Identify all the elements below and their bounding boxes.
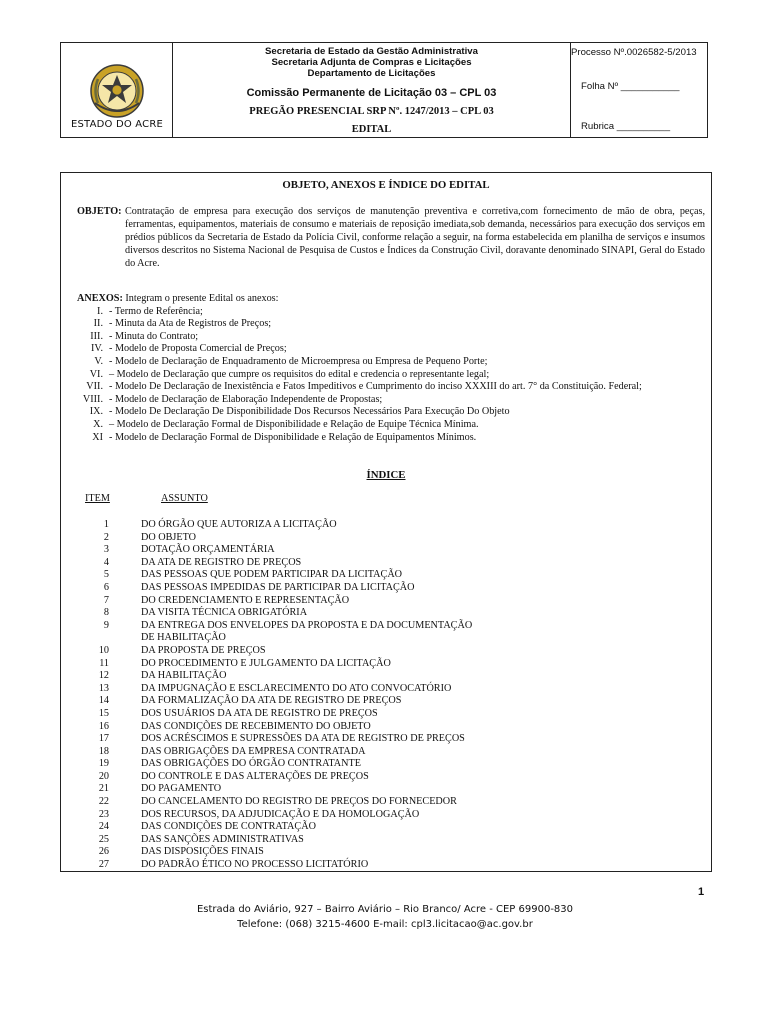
annex-item <box>77 331 705 344</box>
annex-text: - Modelo de Declaração de Elaboração Independente de Propostas; <box>109 393 383 405</box>
coat-of-arms-icon <box>89 63 145 119</box>
index-item <box>81 695 701 708</box>
index-item <box>81 620 701 633</box>
index-item-number: 12 <box>98 670 109 682</box>
index-item <box>81 544 701 557</box>
commission-title: Comissão Permanente de Licitação 03 – CPL 03 <box>246 87 497 99</box>
organization-block <box>173 43 570 79</box>
index-item <box>81 821 701 834</box>
index-item-subject: DO PAGAMENTO <box>141 783 222 795</box>
index-item <box>81 733 701 746</box>
index-item-number: 23 <box>98 808 109 820</box>
index-item-subject: DAS PESSOAS IMPEDIDAS DE PARTICIPAR DA LICITAÇÃO <box>141 581 415 593</box>
index-item-number: 6 <box>103 581 109 593</box>
annex-number: VII. <box>86 381 103 393</box>
annex-number: I. <box>97 305 103 317</box>
index-item-subject: DAS CONDIÇÕES DE RECEBIMENTO DO OBJETO <box>141 720 371 732</box>
annex-text: - Minuta da Ata de Registros de Preços; <box>109 318 272 330</box>
index-item-subject: DA IMPUGNAÇÃO E ESCLARECIMENTO DO ATO CONVOCATÓRIO <box>141 682 452 694</box>
index-item <box>81 607 701 620</box>
org-line: Secretaria de Estado da Gestão Administrativa <box>265 46 478 57</box>
index-item-number: 17 <box>98 733 109 745</box>
org-line: Departamento de Licitações <box>307 68 436 79</box>
footer-contact: Telefone: (068) 3215-4600 E-mail: cpl3.licitacao@ac.gov.br <box>237 919 533 930</box>
folha-field: Folha Nº ___________ <box>581 81 680 92</box>
index-item <box>81 519 701 532</box>
header-title-cell <box>173 43 571 137</box>
annex-number: XI <box>92 431 103 443</box>
index-item <box>81 595 701 608</box>
footer-address: Estrada do Aviário, 927 – Bairro Aviário – Rio Branco/ Acre - CEP 69900-830 <box>196 904 574 915</box>
annex-text: - Modelo de Declaração de Enquadramento de Microempresa ou Empresa de Pequeno Porte; <box>109 355 488 367</box>
page-number: 1 <box>698 886 705 898</box>
annex-text: - Minuta do Contrato; <box>109 330 199 342</box>
objeto-label: OBJETO: <box>77 206 122 217</box>
index-item <box>81 859 701 872</box>
index-item-subject: DE HABILITAÇÃO <box>141 632 226 644</box>
index-item <box>81 721 701 734</box>
index-item-number <box>81 632 109 645</box>
index-item-subject: DA PROPOSTA DE PREÇOS <box>141 644 266 656</box>
index-item-subject: DOTAÇÃO ORÇAMENTÁRIA <box>141 544 275 556</box>
annex-number: IX. <box>89 406 103 418</box>
index-item-subject: DAS SANÇÕES ADMINISTRATIVAS <box>141 833 304 845</box>
document-header <box>60 42 708 138</box>
index-item-subject: DAS OBRIGAÇÕES DO ÓRGÃO CONTRATANTE <box>141 758 361 770</box>
document-body <box>60 172 712 872</box>
index-item-number: 15 <box>98 707 109 719</box>
index-item <box>81 683 701 696</box>
index-item-number: 13 <box>98 682 109 694</box>
index-item-number: 9 <box>103 619 109 631</box>
index-item-subject: DO ÓRGÃO QUE AUTORIZA A LICITAÇÃO <box>141 519 337 530</box>
index-column-item: ITEM <box>85 493 110 504</box>
index-item <box>81 771 701 784</box>
annex-item <box>77 381 705 394</box>
index-item-subject: DO OBJETO <box>141 531 196 543</box>
index-item-subject: DOS ACRÉSCIMOS E SUPRESSÕES DA ATA DE REGISTRO DE PREÇOS <box>141 733 465 745</box>
annex-text: - Termo de Referência; <box>109 305 203 317</box>
index-item-subject: DO PROCEDIMENTO E JULGAMENTO DA LICITAÇÃO <box>141 657 391 669</box>
index-item <box>81 557 701 570</box>
annex-item <box>77 419 705 432</box>
index-item-number: 24 <box>98 821 109 833</box>
annex-number: VIII. <box>82 393 103 405</box>
annex-list <box>77 306 705 445</box>
annex-text: - Modelo de Proposta Comercial de Preços; <box>109 343 287 355</box>
index-column-assunto: ASSUNTO <box>161 493 208 504</box>
annex-item <box>77 432 705 445</box>
index-item <box>81 632 701 645</box>
index-item-number: 14 <box>98 695 109 707</box>
annex-item <box>77 306 705 319</box>
annex-item <box>77 318 705 331</box>
index-title: ÍNDICE <box>366 469 406 481</box>
section-title: OBJETO, ANEXOS E ÍNDICE DO EDITAL <box>282 179 490 191</box>
index-item-number: 25 <box>98 833 109 845</box>
index-item-number: 5 <box>103 569 109 581</box>
pregao-title: PREGÃO PRESENCIAL SRP Nº. 1247/2013 – CPL 03 <box>249 106 494 117</box>
annex-item <box>77 406 705 419</box>
index-item-subject: DO CANCELAMENTO DO REGISTRO DE PREÇOS DO FORNECEDOR <box>141 796 457 808</box>
anexos-section <box>77 293 705 444</box>
index-item-subject: DA HABILITAÇÃO <box>141 670 227 682</box>
index-item <box>81 532 701 545</box>
index-item <box>81 758 701 771</box>
annex-number: II. <box>93 318 103 330</box>
index-item-number: 4 <box>103 556 109 568</box>
index-item-number: 7 <box>103 594 109 606</box>
annex-text: - Modelo De Declaração de Inexistência e Fatos Impeditivos e Cumprimento do inciso XXXIII do art. 7° da Constituição. Federal; <box>109 381 642 393</box>
annex-text: – Modelo de Declaração Formal de Disponibilidade e Relação de Equipe Técnica Mínima. <box>109 418 479 430</box>
index-item-number: 10 <box>98 644 109 656</box>
index-item-number: 27 <box>98 859 109 871</box>
index-item <box>81 809 701 822</box>
annex-item <box>77 394 705 407</box>
index-list <box>81 519 701 872</box>
index-item <box>81 645 701 658</box>
index-item-subject: DO CREDENCIAMENTO E REPRESENTAÇÃO <box>141 594 350 606</box>
index-item-subject: DOS USUÁRIOS DA ATA DE REGISTRO DE PREÇOS <box>141 707 378 719</box>
anexos-label: ANEXOS: <box>77 293 123 304</box>
annex-item <box>77 356 705 369</box>
rubrica-field: Rubrica __________ <box>581 121 671 132</box>
index-item-number: 11 <box>99 657 109 669</box>
index-item <box>81 846 701 859</box>
index-item-subject: DA FORMALIZAÇÃO DA ATA DE REGISTRO DE PREÇOS <box>141 695 402 707</box>
annex-number: X. <box>93 418 103 430</box>
header-process-cell <box>571 43 707 137</box>
objeto-section <box>77 205 705 270</box>
org-line: Secretaria Adjunta de Compras e Licitações <box>271 57 472 68</box>
index-item <box>81 582 701 595</box>
index-item-number: 16 <box>98 720 109 732</box>
index-item <box>81 569 701 582</box>
index-item <box>81 783 701 796</box>
index-item <box>81 670 701 683</box>
index-item-subject: DAS OBRIGAÇÕES DA EMPRESA CONTRATADA <box>141 745 366 757</box>
index-item-number: 2 <box>103 531 109 543</box>
index-item-number: 21 <box>98 783 109 795</box>
index-item-number: 20 <box>98 770 109 782</box>
annex-number: IV. <box>91 343 103 355</box>
annex-number: VI. <box>89 368 103 380</box>
index-item-number: 22 <box>98 796 109 808</box>
header-logo-cell <box>61 43 173 137</box>
index-item-subject: DAS DISPOSIÇÕES FINAIS <box>141 846 264 858</box>
index-item-subject: DAS PESSOAS QUE PODEM PARTICIPAR DA LICITAÇÃO <box>141 569 403 581</box>
annex-item <box>77 343 705 356</box>
edital-title: EDITAL <box>351 124 392 135</box>
index-item-number: 18 <box>98 745 109 757</box>
index-item-number: 3 <box>103 544 109 556</box>
annex-text: - Modelo de Declaração Formal de Disponibilidade e Relação de Equipamentos Mínimos. <box>109 431 477 443</box>
index-item-number: 26 <box>98 846 109 858</box>
annex-number: V. <box>94 355 103 367</box>
anexos-header <box>77 293 705 306</box>
annex-text: – Modelo de Declaração que cumpre os requisitos do edital e credencia o representante legal; <box>109 368 490 380</box>
index-item <box>81 796 701 809</box>
index-item-subject: DO PADRÃO ÉTICO NO PROCESSO LICITATÓRIO <box>141 859 369 871</box>
process-number: Processo Nº.0026582-5/2013 <box>571 47 697 58</box>
index-item-subject: DAS CONDIÇÕES DE CONTRATAÇÃO <box>141 821 316 833</box>
state-label: ESTADO DO ACRE <box>70 119 164 130</box>
index-item <box>81 834 701 847</box>
index-item-subject: DO CONTROLE E DAS ALTERAÇÕES DE PREÇOS <box>141 770 369 782</box>
index-item-number: 1 <box>103 519 109 530</box>
index-item <box>81 658 701 671</box>
annex-item <box>77 369 705 382</box>
annex-number: III. <box>90 330 103 342</box>
index-item <box>81 746 701 759</box>
objeto-text: Contratação de empresa para execução dos serviços de manutenção preventiva e corretiva,com fornecimento de mão de obra, peças, ferramentas, equipamentos, materiais de consumo e materiais de reposição imediata,sob demanda, necessários para execução dos serviços em prédios públicos da Secretaria de Estado da Polícia Civil, conforme relação a seguir, na forma estabelecida em planilha de serviços e insumos diversos descritos no Sistema Nacional de Pesquisa de Custos e Índices da Construção Civil, doravante denominado SINAPI, Geral do Estado do Acre. <box>125 206 705 269</box>
anexos-intro: Integram o presente Edital os anexos: <box>125 293 279 304</box>
document-footer <box>0 902 770 932</box>
index-item-subject: DOS RECURSOS, DA ADJUDICAÇÃO E DA HOMOLOGAÇÃO <box>141 808 420 820</box>
index-item-subject: DA ATA DE REGISTRO DE PREÇOS <box>141 556 302 568</box>
index-item-subject: DA ENTREGA DOS ENVELOPES DA PROPOSTA E DA DOCUMENTAÇÃO <box>141 619 473 631</box>
index-item-number: 8 <box>103 607 109 619</box>
index-item-subject: DA VISITA TÉCNICA OBRIGATÓRIA <box>141 607 308 619</box>
index-item-number: 19 <box>98 758 109 770</box>
index-item <box>81 708 701 721</box>
annex-text: - Modelo De Declaração De Disponibilidade Dos Recursos Necessários Para Execução Do Objeto <box>109 406 510 418</box>
